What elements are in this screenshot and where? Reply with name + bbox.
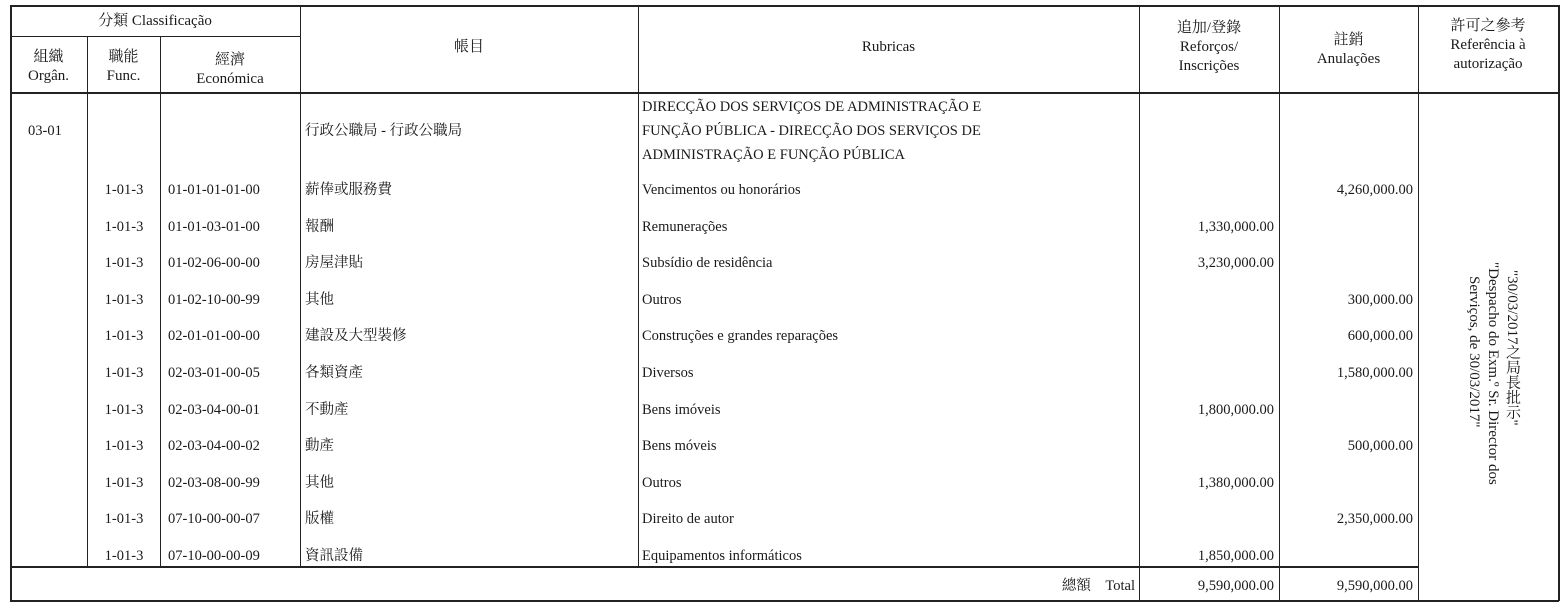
header-reforcos-zh: 追加/登錄: [1176, 20, 1242, 36]
authorization-zh: "30/03/2017之局長批示": [1504, 270, 1520, 426]
row-reforco: 1,330,000.00: [1197, 218, 1274, 235]
header-sub-line: [10, 36, 300, 37]
header-referencia-zh: 許可之參考: [1450, 18, 1526, 34]
total-row-line: [10, 566, 1419, 568]
header-referencia-pt2: autorização: [1453, 56, 1523, 72]
header-organ-pt: Orgân.: [28, 68, 69, 84]
row-econ: 02-03-08-00-99: [168, 474, 260, 491]
header-classification: 分類 Classificação: [98, 13, 212, 29]
row-rubrica: Remunerações: [642, 218, 728, 235]
row-func: 1-01-3: [104, 511, 144, 528]
row-rubrica: Bens imóveis: [642, 401, 721, 418]
col-line-rubricas: [1139, 5, 1140, 601]
row-account-zh: 動產: [305, 438, 334, 455]
row-econ: 02-01-01-00-00: [168, 328, 260, 345]
row-reforco: 1,800,000.00: [1197, 401, 1274, 418]
department-code: 03-01: [28, 123, 62, 139]
table-border-right: [1558, 5, 1560, 601]
col-line-account: [638, 5, 639, 567]
row-account-zh: 其他: [305, 291, 334, 308]
header-func-pt: Func.: [106, 68, 141, 84]
row-anulacao: 500,000.00: [1347, 438, 1413, 455]
row-anulacao: 600,000.00: [1347, 328, 1413, 345]
row-func: 1-01-3: [104, 182, 144, 198]
row-econ: 07-10-00-00-09: [168, 548, 260, 564]
row-rubrica: Direito de autor: [642, 511, 734, 528]
row-rubrica: Vencimentos ou honorários: [642, 182, 801, 198]
row-rubrica: Bens móveis: [642, 438, 717, 455]
row-account-zh: 建設及大型裝修: [305, 328, 407, 345]
row-anulacao: 4,260,000.00: [1336, 182, 1413, 198]
row-account-zh: 各類資產: [305, 365, 363, 381]
department-name-pt-2: FUNÇÃO PÚBLICA - DIRECÇÃO DOS SERVIÇOS DE: [642, 123, 981, 139]
row-reforco: 3,230,000.00: [1197, 255, 1274, 272]
authorization-pt-2: Serviços, de 30/03/2017": [1466, 276, 1482, 428]
row-func: 1-01-3: [104, 365, 144, 381]
header-reforcos-pt2: Inscrições: [1178, 58, 1240, 74]
header-anulacoes-pt: Anulações: [1316, 51, 1381, 67]
row-econ: 02-03-04-00-01: [168, 401, 260, 418]
total-anulacao: 9,590,000.00: [1336, 578, 1413, 594]
row-anulacao: 300,000.00: [1347, 291, 1413, 308]
header-account-zh: 帳目: [453, 39, 484, 55]
row-reforco: 1,380,000.00: [1197, 474, 1274, 491]
row-func: 1-01-3: [104, 401, 144, 418]
col-line-econ: [300, 5, 301, 567]
row-rubrica: Equipamentos informáticos: [642, 548, 802, 564]
row-account-zh: 不動產: [305, 401, 349, 418]
header-func-zh: 職能: [108, 49, 139, 65]
table-border-left: [10, 5, 12, 601]
row-func: 1-01-3: [104, 548, 144, 564]
header-econ-pt: Económica: [196, 71, 264, 87]
row-func: 1-01-3: [104, 218, 144, 235]
row-account-zh: 其他: [305, 474, 334, 491]
header-econ-zh: 經濟: [214, 52, 245, 68]
row-econ: 01-01-03-01-00: [168, 218, 260, 235]
header-anulacoes-zh: 註銷: [1333, 32, 1364, 48]
row-anulacao: 1,580,000.00: [1336, 365, 1413, 381]
col-line-func: [160, 36, 161, 567]
row-func: 1-01-3: [104, 474, 144, 491]
row-rubrica: Subsídio de residência: [642, 255, 773, 272]
header-reforcos-pt1: Reforços/: [1179, 39, 1239, 55]
department-name-pt-1: DIRECÇÃO DOS SERVIÇOS DE ADMINISTRAÇÃO E: [642, 99, 982, 115]
row-econ: 01-02-10-00-99: [168, 291, 260, 308]
col-line-anulacoes: [1418, 5, 1419, 601]
row-account-zh: 報酬: [305, 218, 334, 235]
row-rubrica: Outros: [642, 291, 682, 308]
row-account-zh: 薪俸或服務費: [305, 182, 392, 198]
row-rubrica: Diversos: [642, 365, 694, 381]
header-referencia-pt1: Referência à: [1450, 37, 1526, 53]
row-func: 1-01-3: [104, 438, 144, 455]
col-line-reforcos: [1279, 5, 1280, 601]
department-name-zh: 行政公職局 - 行政公職局: [305, 123, 463, 139]
row-func: 1-01-3: [104, 291, 144, 308]
row-account-zh: 資訊設備: [305, 548, 363, 564]
table-border-top: [10, 5, 1559, 7]
header-organ-zh: 組織: [33, 49, 64, 65]
row-econ: 02-03-01-00-05: [168, 365, 260, 381]
total-label: 總額 Total: [1061, 578, 1135, 594]
row-func: 1-01-3: [104, 328, 144, 345]
row-account-zh: 房屋津貼: [305, 255, 363, 272]
header-bottom-line: [10, 92, 1559, 94]
department-name-pt-3: ADMINISTRAÇÃO E FUNÇÃO PÚBLICA: [642, 147, 906, 163]
row-anulacao: 2,350,000.00: [1336, 511, 1413, 528]
row-func: 1-01-3: [104, 255, 144, 272]
row-econ: 01-01-01-01-00: [168, 182, 260, 198]
table-border-bottom: [10, 600, 1559, 602]
row-econ: 01-02-06-00-00: [168, 255, 260, 272]
row-rubrica: Outros: [642, 474, 682, 491]
authorization-pt-1: "Despacho do Exm.º Sr. Director dos: [1485, 262, 1501, 485]
total-reforco: 9,590,000.00: [1197, 578, 1274, 594]
row-rubrica: Construções e grandes reparações: [642, 328, 839, 345]
row-econ: 07-10-00-00-07: [168, 511, 260, 528]
row-econ: 02-03-04-00-02: [168, 438, 260, 455]
row-account-zh: 版權: [305, 511, 334, 528]
row-reforco: 1,850,000.00: [1197, 548, 1274, 564]
header-rubricas: Rubricas: [861, 39, 916, 55]
